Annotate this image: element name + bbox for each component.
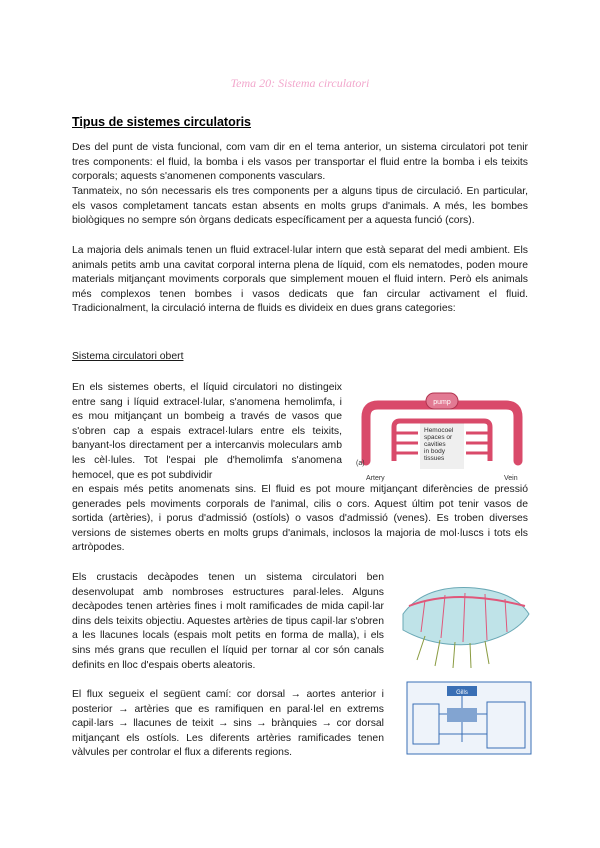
crustacean-paragraph: Els crustacis decàpodes tenen un sistema circulatori ben desenvolupat amb nombroses estructures paral·leles. Alguns decàpodes tenen artèries fines i molt ramificades de mida capil·lar dins dels teixits objectiu. Aquestes artèries de tipus capil·lar s'obren a les llacunes locals (espais molt petits en forma de malla), i els sins més grans que recullen el líquid per tornar al cor són canals definits en lloc d'espais oberts aleatoris. [72,572,384,671]
artery-label: Artery [366,475,385,482]
flow-box-label: Gills [456,690,468,696]
crustacean-paragraph: El flux segueix el següent camí: cor dorsal → aortes anterior i posterior → artèries que es ramifiquen en paral·lel en extrems capil·lars → llacunes de teixit → sins → brànquies → cor dorsal mitjançant els ostíols. Les diferents artèries ramificades tenen vàlvules per controlar el flux a diferents regions. [72,689,384,759]
open-circulation-diagram [354,383,530,487]
vein-label: Vein [504,475,518,482]
open-system-paragraph-1: En els sistemes oberts, el líquid circulatori no distingeix entre sang i líquid extracel·lular, s'anomena hemolimfa, i es mou mitjançant un bombeig a través de vasos que s'obren cap a espais extracel·lulars entre els teixits, banyant-los directament per a intercanvis moleculars amb les cèl·lules. Tot l'espai ple d'hemolimfa s'anomena hemocel, que es pot subdividir [72,382,342,481]
intro-paragraph: Des del punt de vista funcional, com vam dir en el tema anterior, un sistema circulatori pot tenir tres components: el fluid, la bomba i els vasos per transportar el fluid entre la bomba i els teixits corporals; aquests s'anomenen components vasculars. [72,142,528,183]
subsection-heading: Sistema circulatori obert [72,351,184,362]
open-system-paragraph-2: en espais més petits anomenats sins. El fluid es pot moure mitjançant diferències de pressió generades pels moviments corporals de l'animal, cilis o cors. Aquest últim pot tenir vasos de sortida (artèries), i porus d'admissió (ostíols) o vasos d'admissió (venes). Es troben diverses versions de sistemes oberts en molts grups d'animals, inclosos la majoria de mol·luscs i tots els artròpodes. [72,484,528,554]
panel-label: (a) [356,460,365,467]
hemocoel-label: Hemocoel spaces or cavities in body tissues [424,427,454,462]
page-title: Tema 20: Sistema circulatori [230,76,370,90]
flow-box [447,708,477,722]
crustacean-circulation-diagram [395,574,535,760]
intro-paragraph: La majoria dels animals tenen un fluid extracel·lular intern que està separat del medi ambient. Els animals petits amb una cavitat corporal interna plena de líquid, com els nematodes, poden moure materials mitjançant moviments corporals que simplement mouen el fluid intern. Però els animals més complexos tenen bombes i vasos dedicats que fan circular activament el fluid. Tradicionalment, la circulació interna de fluids es divideix en dues grans categories: [72,245,528,315]
section-heading: Tipus de sistemes circulatoris [72,115,252,129]
pump-label: pump [433,399,451,406]
intro-paragraph: Tanmateix, no són necessaris els tres components per a alguns tipus de circulació. En particular, els vasos completament tancats estan absents en molts grups d'animals. A més, les bombes biològiques no sempre són òrgans dedicats específicament per a aquesta funció (cors). [72,186,528,227]
